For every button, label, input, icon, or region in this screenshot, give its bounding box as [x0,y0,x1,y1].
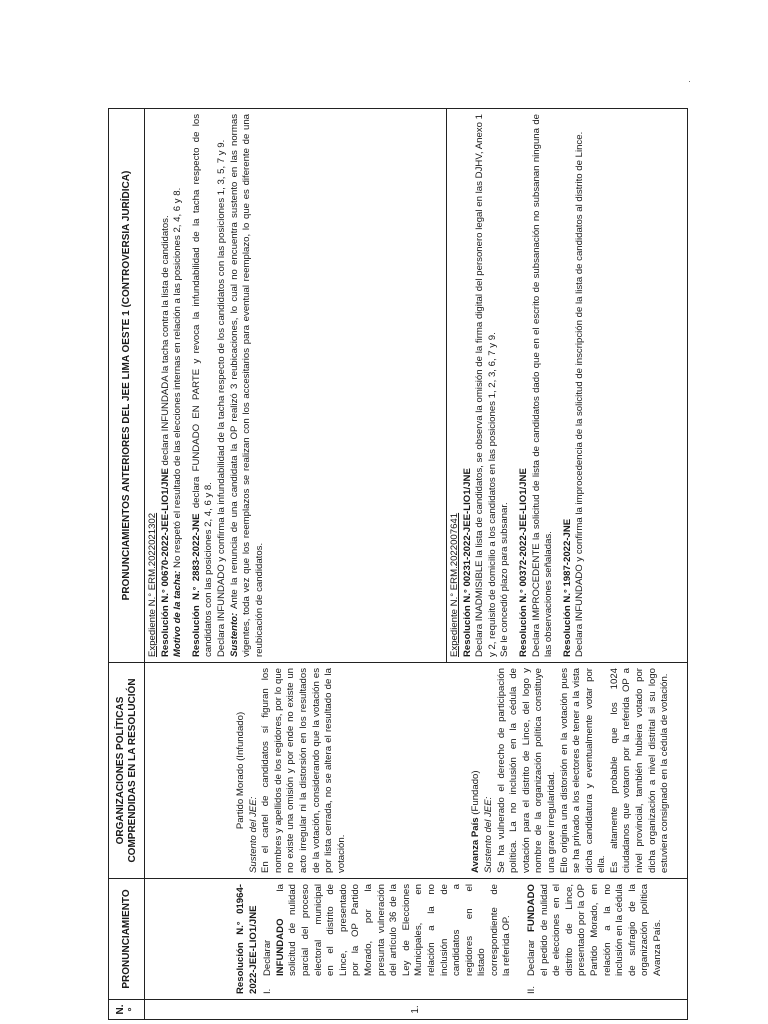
org-pm-name: Partido Morado [235,763,246,830]
row-number: 1. [145,1000,688,1020]
org-ap-text-3: Es altamente probable que los 1024 ciudadanos que votaron por la referida OP a nivel provincial, también hubiera votado por dicha organización a nivel distrital si su logo estuviera consignado en la cédula de votación. [608,668,671,873]
expediente-block-1 [145,109,447,662]
header-pronunciamientos-anteriores: PRONUNCIAMIENTOS ANTERIORES DEL JEE LIMA OESTE 1 (CONTROVERSIA JURÍDICA) [109,109,145,663]
item-one-marker: I. [262,988,274,994]
expediente-2: Expediente N.° ERM.2022007641 [449,512,460,657]
r4-title: Resolución N.° 00372-2022-JEE-LIO1/JNE [517,468,529,657]
sustento-text: Ante la renuncia de una candidata la OP realizó 3 reubicaciones, lo cual no encuentra sustento en las normas vigentes, toda vez que los reemplazos se realizan con los accesitarios para eventual reemplazo, lo que es diferente de una reubicación de candidatos. [228,113,265,657]
expediente-block-2 [447,109,589,662]
resolucion-2883 [191,114,216,657]
header-num: N.° [109,1000,145,1020]
r2-text-2: Declara INFUNDADO y confirma la infundabilidad de la tacha respecto de los candidatos con las posiciones 1, 3, 5, 7 y 9. [215,139,227,657]
r1-title: Resolución N.° 00670-2022-JEE-LIO1/JNE [159,468,171,657]
r3-text: Declara INADMISIBLE la lista de candidatos, se observa la omisión de la firma digital del personero legal en las DJHV, Anexo 1 y 2, requisito de domicilio a los candidatos en las posiciones 1, 2, 3, 6, 7 y 9. [474,114,498,657]
r3-title: Resolución N.° 00231-2022-JEE-LIO1/JNE [461,468,473,657]
org-ap-text-2: Ello origina una distorsión en la votación pues se ha privado a los electores de tener a la vista dicha candidatura y eventualmente votar por ella. [558,668,608,873]
r5-title: Resolución N.° 1987-2022-JNE [561,518,573,657]
resolucion-00670 [160,114,173,657]
sustento [229,114,267,657]
motivo-text: No respetó el resultado de las elecciones internas en relación a las posiciones 2, 4, 6 y 8. [172,187,184,568]
org-ap-name: Avanza País [470,817,482,873]
pronunciamiento-cell [145,879,688,1000]
rotated-page [108,108,688,1020]
org-avanza-pais [470,668,483,873]
resolution-table [108,108,688,1020]
r1-text: declara INFUNDADA la tacha contra la lista de candidatos. [159,215,171,466]
expediente-1: Expediente N.° ERM.2022021302 [147,512,158,657]
item-one [262,884,514,994]
org-partido-morado [235,668,248,873]
r3-text-2: Se le concedió plazo para subsanar. [499,502,511,657]
org-pm-sustento-text: En el cartel de candidatos sí figuran los nombres y apellidos de los regidores, por lo que no existe una omisión y por ende no existe un acto irregular ni la distorsión en los resultados de la votación, considerando que la votación es por lista cerrada, no se altera el resultado de la votación. [260,668,347,873]
header-row [109,109,145,1020]
org-pm-sustento-label: Sustento del JEE: [247,796,259,873]
item-two-marker: II. [526,986,538,994]
header-pronunciamiento: PRONUNCIAMIENTO [109,879,145,1000]
motivo-tacha [172,114,185,657]
item-one-text: la solicitud de nulidad parcial del proceso electoral municipal en el distrito de Lince, presentado por la OP Partido Morado, por la presunta vulneración del artículo 36 de la Ley de Elecciones Municipales, en relación a la no inclusión de candidatos a regidores en el listado correspondiente de la referida OP. [274,884,513,976]
table-row [145,109,688,1020]
resolution-title: Resolución N.° 01964-2022-JEE-LIO1/JNE [235,884,259,994]
org-ap-text-1: Se ha vulnerado el derecho de participación política. La no inclusión en la cédula de votación para el distrito de Lince, del logo y nombre de la organización política constituye una grave irregularidad. [495,668,557,873]
item-two-pre: Declarar [526,939,538,976]
r5-text: Declara INFUNDADO y confirma la improcedencia de la solicitud de inscripción de la lista de candidatos al distrito de Lince. [574,131,586,657]
org-ap-status: (Fundado) [470,770,482,815]
scan-artifact: · [688,76,691,86]
sustento-label: Sustento: [228,612,240,657]
organizaciones-cell [145,663,688,879]
r4-text: Declara IMPROCEDENTE la solicitud de lista de candidatos dado que en el escrito de subsanación no subsanan ninguna de las observaciones señaladas. [530,114,555,657]
item-one-verdict: INFUNDADO [274,918,286,976]
motivo-label: Motivo de la tacha: [172,570,184,657]
org-ap-sustento-label: Sustento del JEE: [482,796,494,873]
r2-title: Resolución N.° 2883-2022-JNE [190,513,202,657]
r2-text: declara FUNDADO EN PARTE y revoca la infundabilidad de la tacha respecto de los candidatos con las posiciones 2, 4, 6 y 8. [190,114,215,657]
pronunciamientos-anteriores-cell [145,109,688,663]
item-one-pre: Declarar [262,939,274,976]
org-pm-status: (Infundado) [235,711,246,761]
item-two-text: el pedido de nulidad de elecciones en el distrito de Lince, presentado por la OP Partido Morado, en relación a la no inclusión en la cédula de sufragio de la organización política Avanza País. [538,884,663,976]
item-two-verdict: FUNDADO [526,884,538,932]
header-organizaciones: ORGANIZACIONES POLÍTICAS COMPRENDIDAS EN LA RESOLUCIÓN [109,663,145,879]
item-two [526,884,665,994]
